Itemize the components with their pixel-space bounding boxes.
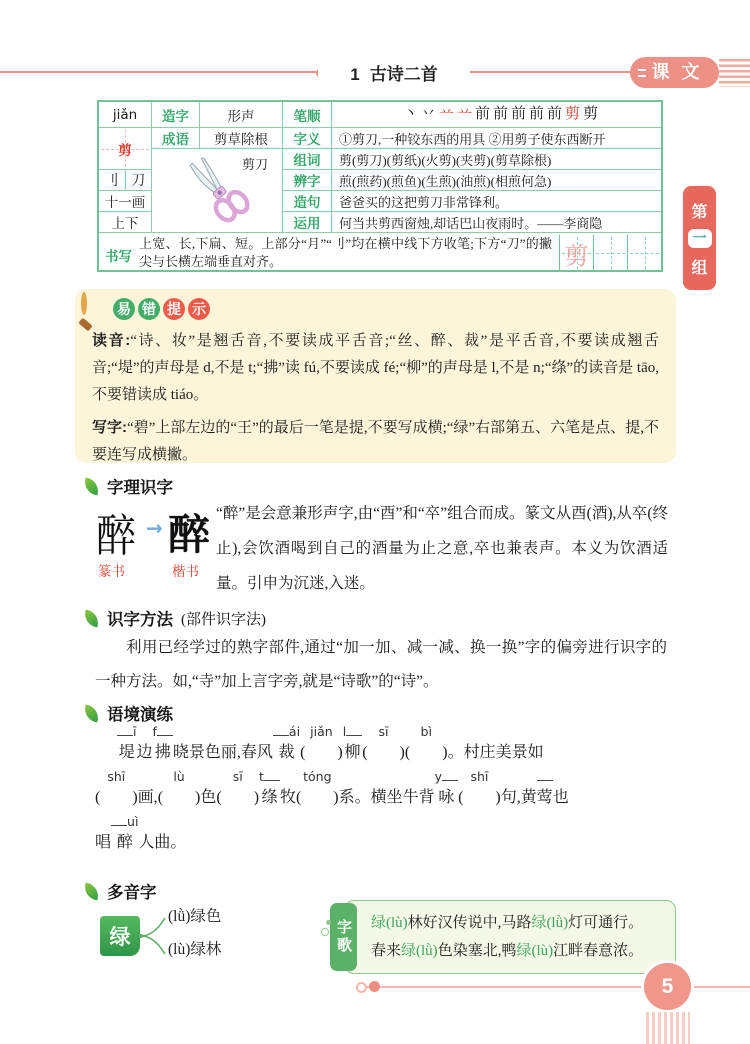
zige-label: 字歌	[330, 903, 357, 971]
structure: 上下	[99, 212, 152, 233]
label-ziyi: 字义	[283, 128, 332, 149]
radical-1: 刂	[99, 170, 126, 190]
label-bishun: 笔顺	[283, 102, 332, 128]
lesson-name: 古诗二首	[369, 65, 438, 84]
tip-badge: 易	[113, 298, 135, 320]
lesson-number: 1	[350, 65, 360, 84]
tip-badge: 错	[138, 298, 160, 320]
label-chengyu: 成语	[152, 128, 200, 149]
value-chengyu: 剪草除根	[200, 128, 283, 149]
section-duoyin: 多音字	[84, 879, 157, 903]
magnifier-icon	[81, 295, 113, 327]
char-blank-with-pinyin: shī ( )	[95, 769, 138, 806]
plain-text: 画,	[137, 789, 158, 806]
reading-1: (lǜ)绿色	[168, 908, 222, 925]
error-tips-box	[75, 289, 676, 463]
tip-badge: 提	[163, 298, 185, 320]
lesson-title	[318, 60, 470, 85]
plain-text: 色	[200, 789, 217, 806]
value-zaozi: 形声	[200, 102, 283, 128]
plain-text: 边	[136, 744, 153, 761]
section-yujing: 语境演练	[84, 701, 173, 725]
plain-text: 。村庄美景如	[447, 744, 544, 761]
section-zili: 字理识字	[84, 474, 173, 498]
character-info-table	[97, 100, 663, 272]
value-zaoju: 爸爸买的这把剪刀非常锋利。	[332, 191, 661, 212]
label-zuci: 组词	[283, 149, 332, 170]
char-with-pinyin-blank: t 绦	[259, 769, 280, 810]
plain-text: 牧	[279, 789, 296, 806]
plain-text: 句,黄	[500, 789, 537, 806]
footer-dot-outline	[356, 982, 367, 993]
zige-line-1: 绿(lù)林好汉传说中,马路绿(lǜ)灯可通行。	[371, 915, 644, 931]
char-with-pinyin-blank: y 咏	[435, 769, 458, 810]
zige-line-2: 春来绿(lǜ)色染塞北,鸭绿(lù)江畔春意浓。	[371, 943, 644, 959]
tips-pronunciation: 读音:“诗、妆”是翘舌音,不要读成平舌音;“丝、醉、裁”是平舌音,不要读成翘舌音;“堤”的声母是 d,不是 t;“拂”读 fú,不要读成 fé;“柳”的声母是 l,不是 n;“绦”的读音是 tāo,不要错读成 tiáo。	[92, 332, 659, 403]
stroke-order-row: 丶 丷 䒑 䒑 前 前 前 前 前 剪 剪	[332, 102, 661, 128]
char-blank-with-pinyin: sī ( )	[216, 769, 260, 806]
section-shizi: 识字方法 (部件识字法)	[84, 606, 266, 630]
tips-writing: 写字:“碧”上部左边的“王”的最后一笔是提,不要写成横;“绿”右部第五、六笔是点、提,不要连写成横撇。	[92, 419, 659, 463]
exercise-lines	[95, 724, 680, 859]
label-shuxie: 书写	[105, 248, 132, 264]
plain-text: 晓景色丽,春风	[172, 744, 273, 761]
footer-dot	[369, 981, 380, 992]
decor-dot	[326, 920, 331, 925]
char-with-pinyin-blank: uì 醉	[111, 814, 138, 855]
shuxie-row	[99, 233, 661, 271]
branch-lines	[139, 908, 167, 964]
char-with-pinyin-blank: f 拂	[153, 724, 173, 765]
char-blank-with-pinyin: bì ( )	[404, 724, 448, 761]
main-character: 剪	[99, 128, 152, 170]
tip-badge: 示	[188, 298, 210, 320]
side-tab-group-1	[683, 186, 716, 290]
label-bianzi: 辨字	[283, 170, 332, 191]
scissors-label: 剪刀	[241, 157, 268, 172]
char-blank-with-pinyin: shī ( )	[458, 769, 501, 806]
char-blank-with-pinyin: sī ( )	[362, 724, 405, 761]
seal-script-char: 醉	[96, 510, 136, 562]
radical-cell	[99, 170, 152, 191]
practice-cell-empty	[627, 235, 661, 271]
reading-2: (lù)绿林	[168, 941, 222, 958]
shizi-text: 利用已经学过的熟字部件,通过“加一加、减一减、换一换”字的偏旁进行识字的一种方法。如,“寺”加上言字旁,就是“诗歌”的“诗”。	[95, 639, 667, 690]
exercise-line-1	[95, 724, 680, 765]
decor-dot	[321, 928, 329, 936]
char-blank-with-pinyin: jiǎn ( )	[300, 724, 343, 761]
label-zaoju: 造句	[283, 191, 332, 212]
practice-grid	[559, 235, 661, 271]
plain-text: 人曲。	[138, 834, 187, 851]
value-ziyi: ①剪刀,一种铰东西的用具 ②用剪子使东西断开	[332, 128, 661, 149]
leaf-icon	[83, 704, 101, 722]
label-yunyong: 运用	[283, 212, 332, 233]
practice-cell-empty	[593, 235, 627, 271]
char-with-pinyin-blank: 莺	[537, 769, 553, 810]
side-tab-top: 第	[691, 203, 708, 221]
kai-label: 楷书	[172, 564, 199, 579]
char-blank-with-pinyin: lù ( )	[157, 769, 201, 806]
footer-stripes	[646, 1012, 690, 1044]
shuxie-text: 上宽、长,下扁、短。上部分“月”“刂”均在横中线下方收笔;下方“刀”的撇尖与长横左端垂直对齐。	[139, 236, 552, 269]
char-pinyin: jiǎn	[99, 102, 152, 128]
tips-header	[113, 298, 676, 322]
tab-kewen: 课文	[630, 57, 719, 88]
zili-text: “醉”是会意兼形声字,由“酉”和“卒”组合而成。篆文从酉(酒),从卒(终止),会饮酒喝到自己的酒量为止之意,卒也兼表声。本义为饮酒适量。引申为沉迷,入迷。	[216, 505, 669, 592]
page-number: 5	[641, 960, 694, 1013]
char-with-pinyin-blank: ái 裁	[273, 724, 300, 765]
value-bianzi: 煎(煎药)(煎鱼)(生煎)(油煎)(相煎何急)	[332, 170, 661, 191]
plain-text: 系。横坐牛背	[338, 789, 435, 806]
arrow-icon: →	[146, 516, 163, 540]
label-zaozi: 造字	[152, 102, 200, 128]
practice-cell-filled: 剪	[559, 235, 593, 271]
zige-box	[344, 900, 676, 974]
char-with-pinyin-blank: ī 堤	[118, 724, 137, 761]
header-stripes	[719, 59, 750, 87]
plain-text: 也	[552, 789, 569, 806]
char-blank-with-pinyin: tóng ( )	[295, 769, 339, 806]
leaf-icon	[83, 609, 101, 627]
side-tab-bottom: 组	[691, 259, 708, 277]
leaf-icon	[83, 477, 101, 495]
plain-text: 唱	[95, 834, 112, 851]
seal-label: 篆书	[98, 564, 125, 579]
value-yunyong: 何当共剪西窗烛,却话巴山夜雨时。——李商隐	[332, 212, 661, 233]
char-with-pinyin-blank: l 柳	[342, 724, 361, 761]
exercise-line-2	[95, 769, 680, 810]
stroke-count: 十一画	[99, 191, 152, 212]
exercise-line-3	[95, 814, 680, 855]
leaf-icon	[83, 882, 101, 900]
scissors-illustration	[152, 149, 283, 233]
radical-2: 刀	[131, 174, 146, 189]
value-zuci: 剪(剪刀)(剪纸)(火剪)(夹剪)(剪草除根)	[332, 149, 661, 170]
kai-script-char: 醉	[168, 513, 211, 559]
side-tab-number: 一	[688, 229, 712, 248]
polyphone-char: 绿	[100, 916, 140, 956]
tips-badges	[113, 298, 210, 322]
